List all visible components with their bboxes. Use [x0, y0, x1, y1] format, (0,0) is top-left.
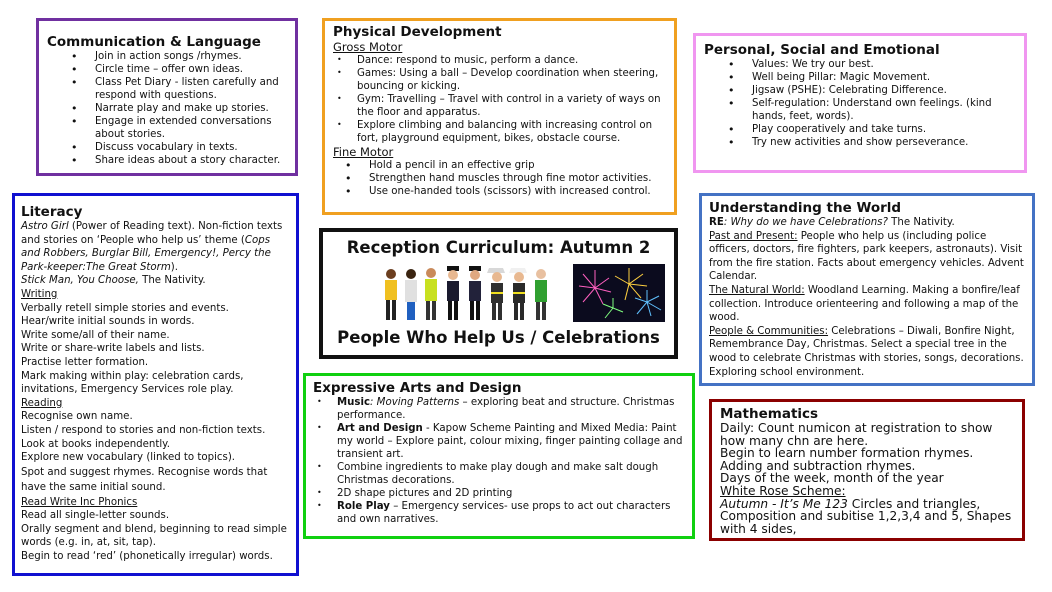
- curriculum-title-box: [319, 228, 678, 359]
- writing-line: Hear/write initial sounds in words.: [21, 316, 195, 328]
- utw-re: [709, 216, 1024, 230]
- phonics-line: Read all single-letter sounds.: [21, 510, 170, 522]
- list-item: • Dance: respond to music, perform a dance.: [333, 54, 666, 67]
- writing-line: Write some/all of their name.: [21, 329, 170, 341]
- maths-line: Adding and subtraction rhymes.: [720, 458, 916, 473]
- gross-motor-heading: Gross Motor: [333, 40, 403, 54]
- list-item: • Values: We try our best.: [704, 58, 1016, 71]
- lit-intro-italic: Astro Girl: [21, 221, 69, 232]
- reading-line: Spot and suggest rhymes. Recognise words that have the same initial sound.: [21, 466, 268, 494]
- lit-intro-italic2: Cops and Robbers, Burglar Bill, Emergency!, Percy the Park-keeper:The Great Storm: [21, 234, 271, 273]
- re-rest: The Nativity.: [887, 217, 955, 228]
- curriculum-title: Reception Curriculum: Autumn 2: [346, 238, 651, 257]
- utw-past: [709, 230, 1024, 284]
- lit-title: Literacy: [21, 204, 83, 220]
- natural-heading: The Natural World:: [709, 284, 805, 296]
- lit-intro: [21, 220, 290, 274]
- literacy-box: [12, 193, 299, 576]
- music-label: Music: [337, 397, 370, 408]
- list-item: • Games: Using a ball – Develop coordination when steering, bouncing or kicking.: [333, 67, 666, 93]
- phonics-heading: Read Write Inc Phonics: [21, 496, 138, 508]
- title-illustrations: [329, 260, 668, 328]
- list-item: • Narrate play and make up stories.: [47, 102, 287, 115]
- comm-list: [47, 50, 287, 167]
- past-text: People who help us (including police officers, doctors, fire fighters, park keepers, astronauts). Visit from the fire station. Facts about emergency vehicles. Advent Calendar.: [709, 230, 1024, 283]
- writing-line: Write or share-write labels and lists.: [21, 343, 205, 355]
- lit-intro-end: ).: [170, 261, 178, 273]
- natural-text: Woodland Learning. Making a bonfire/leaf collection. Introduce orienteering and following a map of the wood.: [709, 284, 1020, 324]
- writing-line: Mark making within play: celebration cards, invitations, Emergency Services role play.: [21, 370, 244, 396]
- utw-natural: [709, 284, 1024, 325]
- white-rose-heading: White Rose Scheme:: [720, 483, 846, 498]
- role-label: Role Play: [337, 501, 390, 512]
- art-label: Art and Design: [337, 423, 423, 434]
- list-item: • Hold a pencil in an effective grip: [322, 159, 666, 172]
- list-item: • Join in action songs /rhymes.: [47, 50, 287, 63]
- phonics-line: Begin to read ‘red’ (phonetically irregular) words.: [21, 551, 273, 563]
- lit-stick-rest: The Nativity.: [138, 275, 206, 287]
- communication-language-box: [36, 18, 298, 176]
- reading-heading: Reading: [21, 397, 63, 409]
- reading-line: Listen / respond to stories and non-fiction texts.: [21, 424, 266, 436]
- past-heading: Past and Present:: [709, 230, 798, 242]
- music-italic: : Moving Patterns: [370, 397, 460, 408]
- people-who-help-us-illustration: [381, 262, 561, 326]
- writing-line: Verbally retell simple stories and events.: [21, 302, 229, 314]
- people-heading: People & Communities:: [709, 325, 829, 337]
- re-label: RE: [709, 217, 724, 228]
- fine-motor-heading: Fine Motor: [333, 145, 394, 159]
- personal-social-emotional-box: [693, 33, 1027, 173]
- lit-stick-italic: Stick Man, You Choose,: [21, 275, 139, 287]
- physical-development-box: [322, 18, 677, 215]
- list-item: • Well being Pillar: Magic Movement.: [704, 71, 1016, 84]
- maths-line: Days of the week, month of the year: [720, 471, 944, 486]
- maths-title: Mathematics: [720, 406, 819, 422]
- understanding-the-world-box: [699, 193, 1035, 386]
- list-item: • Self-regulation: Understand own feelings. (kind hands, feet, words).: [704, 97, 1016, 123]
- art-rest: - Kapow Scheme Painting and Mixed Media: Paint my world – Explore paint, colour mixing, finger painting collage and transient art.: [337, 423, 683, 460]
- music-rest: – exploring beat and structure. Christmas performance.: [337, 397, 675, 421]
- reading-line: Recognise own name.: [21, 411, 133, 423]
- phys-title: Physical Development: [333, 24, 502, 40]
- gross-motor-list: [333, 54, 666, 145]
- lit-intro-rest: (Power of Reading text). Non-fiction texts and stories on ‘People who help us’ theme (: [21, 221, 283, 246]
- maths-line: Daily: Count numicon at registration to show how many chn are here.: [720, 421, 993, 448]
- maths-italic: Autumn - It’s Me 123: [720, 496, 848, 511]
- list-item: [313, 500, 685, 526]
- writing-heading: Writing: [21, 288, 58, 300]
- mathematics-box: [709, 399, 1025, 541]
- reading-line: Look at books independently.: [21, 438, 170, 450]
- reading-line: Explore new vocabulary (linked to topics).: [21, 452, 236, 464]
- list-item: • Play cooperatively and take turns.: [704, 123, 1016, 136]
- pse-title: Personal, Social and Emotional: [704, 42, 940, 58]
- role-rest: – Emergency services- use props to act out characters and own narratives.: [337, 501, 671, 525]
- list-item: • Discuss vocabulary in texts.: [47, 141, 287, 154]
- list-item: • Gym: Travelling – Travel with control in a variety of ways on the floor and apparatus.: [333, 93, 666, 119]
- list-item: • Jigsaw (PSHE): Celebrating Difference.: [704, 84, 1016, 97]
- list-item: • Class Pet Diary - listen carefully and respond with questions.: [47, 76, 287, 102]
- list-item: • Circle time – offer own ideas.: [47, 63, 287, 76]
- list-item: • 2D shape pictures and 2D printing: [313, 487, 685, 500]
- ead-title: Expressive Arts and Design: [313, 380, 522, 396]
- list-item: • Explore climbing and balancing with increasing control on fort, playground equipment, bikes, obstacle course.: [333, 119, 666, 145]
- ead-list: [313, 396, 685, 526]
- list-item: [313, 396, 685, 422]
- fireworks-illustration: [573, 264, 665, 322]
- utw-people: [709, 325, 1024, 379]
- list-item: • Engage in extended conversations about stories.: [47, 115, 287, 141]
- expressive-arts-design-box: [303, 373, 695, 539]
- lit-stick: [21, 274, 290, 288]
- list-item: • Combine ingredients to make play dough and make salt dough Christmas decorations.: [313, 461, 685, 487]
- list-item: [313, 422, 685, 461]
- people-text: Celebrations – Diwali, Bonfire Night, Remembrance Day, Christmas. Select a special tree in the wood to celebrate Christmas with stories, songs, decorations. Exploring school environment.: [709, 325, 1024, 378]
- pse-list: [704, 58, 1016, 149]
- curriculum-subtitle: People Who Help Us / Celebrations: [337, 328, 660, 347]
- list-item: • Share ideas about a story character.: [47, 154, 287, 167]
- writing-line: Practise letter formation.: [21, 356, 149, 368]
- comm-title: Communication & Language: [47, 34, 261, 50]
- fine-motor-list: [322, 159, 666, 198]
- list-item: • Strengthen hand muscles through fine motor activities.: [322, 172, 666, 185]
- maths-rest: Circles and triangles, Composition and subitise 1,2,3,4 and 5, Shapes with 4 sides,: [720, 496, 1012, 536]
- list-item: • Try new activities and show perseverance.: [704, 136, 1016, 149]
- maths-line: [720, 498, 1014, 536]
- re-italic: : Why do we have Celebrations?: [723, 217, 888, 228]
- list-item: • Use one-handed tools (scissors) with increased control.: [322, 185, 666, 198]
- phonics-line: Orally segment and blend, beginning to read simple words (e.g. in, at, sit, tap).: [21, 523, 287, 549]
- maths-line: Begin to learn number formation rhymes.: [720, 446, 974, 461]
- utw-title: Understanding the World: [709, 200, 902, 216]
